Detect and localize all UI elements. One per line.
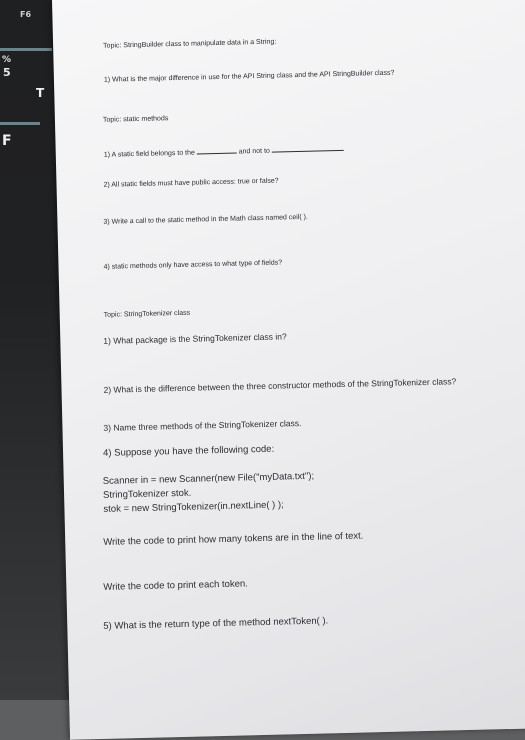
code-line-1: Scanner in = new Scanner(new File("myData.txt"); xyxy=(102,470,315,487)
key-f: F xyxy=(2,133,12,149)
key-percent: % xyxy=(2,55,12,65)
question-tokenizer-2: 2) What is the difference between the three constructor methods of the StringTokenizer class? xyxy=(103,376,457,395)
question-static-1-part-b: and not to xyxy=(238,147,270,156)
question-tokenizer-4b: Write the code to print each token. xyxy=(103,578,248,593)
worksheet-paper xyxy=(52,0,525,740)
code-line-3: stok = new StringTokenizer(in.nextLine( ) ); xyxy=(103,499,284,515)
question-static-4: 4) static methods only have access to what type of fields? xyxy=(103,259,283,271)
code-line-2: StringTokenizer stok. xyxy=(102,487,192,501)
question-static-1 xyxy=(104,144,344,159)
question-static-2: 2) All static fields must have public access: true or false? xyxy=(103,177,279,189)
question-tokenizer-1: 1) What package is the StringTokenizer class in? xyxy=(103,331,287,346)
question-stringbuilder-1: 1) What is the major difference in use for the API String class and the API StringBuilder class? xyxy=(103,69,395,84)
key-t: T xyxy=(36,86,45,100)
key-backlight-edge xyxy=(0,122,40,125)
question-static-1-part-a: 1) A static field belongs to the xyxy=(103,149,195,159)
question-tokenizer-4a: Write the code to print how many tokens are in the line of text. xyxy=(103,530,364,548)
question-static-3: 3) Write a call to the static method in the Math class named ceil( ). xyxy=(103,213,308,226)
answer-blank xyxy=(197,147,237,155)
question-tokenizer-3: 3) Name three methods of the StringTokenizer class. xyxy=(103,418,302,433)
topic-static-methods: Topic: static methods xyxy=(102,115,169,124)
key-f6: F6 xyxy=(20,10,32,19)
key-5: 5 xyxy=(3,66,11,79)
question-tokenizer-5: 5) What is the return type of the method nextToken( ). xyxy=(103,615,329,632)
topic-stringbuilder: Topic: StringBuilder class to manipulate data in a String: xyxy=(103,38,277,50)
topic-stringtokenizer: Topic: StringTokenizer class xyxy=(103,309,191,319)
answer-blank xyxy=(272,144,344,153)
question-tokenizer-4: 4) Suppose you have the following code: xyxy=(102,443,275,459)
key-backlight-edge xyxy=(0,48,52,51)
